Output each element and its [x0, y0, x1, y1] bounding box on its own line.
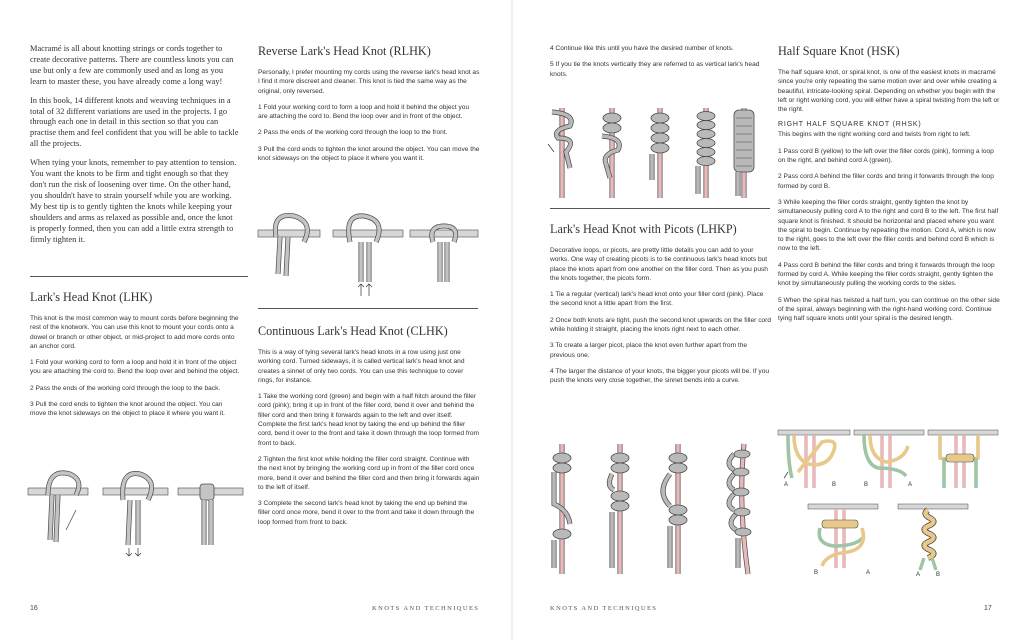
rlhk-step-3-figure [410, 226, 478, 282]
rlhk-section [258, 44, 480, 214]
lhk-heading: Lark's Head Knot (LHK) [30, 290, 153, 304]
intro-paragraph: Macramé is all about knotting strings or cords together to create decorative patterns. There are countless knots you can use but only a few are commonly used and as long as you learn to master these, you have already come a long way! [30, 44, 234, 86]
hsk-step-4-figure [808, 504, 878, 576]
rlhk-illustration [258, 212, 478, 302]
rlhk-step-1: 1 Fold your working cord to form a loop and hold it behind the object you are attaching the cord to. Bend the loop over and in front of the object. [258, 103, 470, 121]
lhkp-step-2: 2 Once both knots are tight, push the second knot upwards on the filler cord while holding it straight, placing the knots right next to each other. [550, 316, 772, 334]
lhk-step-1: 1 Fold your working cord to form a loop and hold it in front of the object you are attaching the cord to. Bend the loop over and behind the object. [30, 359, 240, 376]
rlhk-step-1-figure [258, 215, 320, 276]
rlhk-step-2: 2 Pass the ends of the working cord through the loop to the front. [258, 129, 448, 137]
rlhk-paragraph: Personally, I prefer mounting my cords using the reverse lark's head knot as I find it more discreet and cleaner. This knot is tied the same way as the original, only reversed. [258, 69, 480, 95]
clhk-step-4-figure [697, 108, 715, 198]
lhkp-paragraph: Decorative loops, or picots, are pretty little details you can add to your works. One way of creating picots is to tie continuous lark's head knots but place the knots apart from one another on the filler cord. Then as you push the knots together, the picots form. [550, 247, 768, 282]
lhkp-step-4-figure [729, 444, 751, 574]
page-number-right: 17 [984, 605, 992, 612]
lhk-step-1-figure [28, 473, 88, 542]
clhk-step-4: 4 Continue like this until you have the desired number of knots. [550, 45, 734, 52]
hsk-label-b: B [864, 482, 869, 488]
hsk-step-5: 5 When the spiral has twisted a half turn, you can continue on the other side of the spiral, always beginning with the right-hand working cord. Continue tying half square knots until your spiral is the desired length. [778, 296, 1000, 323]
running-head-left: KNOTS AND TECHNIQUES [372, 605, 480, 612]
right-page [512, 0, 1024, 640]
hsk-section [778, 44, 1000, 424]
lhk-section [30, 290, 240, 470]
section-rule [30, 276, 248, 277]
intro-column [30, 44, 240, 266]
clhk-step-1-figure [548, 108, 571, 198]
hsk-label-a: B [814, 570, 819, 576]
hsk-label-a: A [916, 572, 921, 578]
clhk-section [258, 324, 480, 594]
intro-paragraph: In this book, 14 different knots and weaving techniques in a total of 32 different variations are used in the projects. I go through each one in detail in this section so that you can practise them and feel confident that you will be able to tackle all the projects. [30, 95, 239, 149]
lhk-step-2-figure [103, 474, 168, 556]
clhk-step-3-figure [651, 108, 669, 198]
hsk-step-3-figure [928, 430, 998, 488]
clhk-continued [550, 44, 760, 102]
hsk-heading: Half Square Knot (HSK) [778, 44, 900, 58]
hsk-step-1-figure [778, 430, 850, 488]
lhkp-illustration [548, 444, 762, 576]
lhkp-step-1-figure [553, 444, 571, 574]
intro-paragraph: When tying your knots, remember to pay attention to tension. You want the knots to be firm and tight enough so that they don't run the risk of loosening over time. On the other hand, you shouldn't have to strain yourself while you are working. My best tip is to gently tighten the knots while keeping your shoulders and arms as relaxed as possible and, once the knot is properly formed, then you can add a little extra strength to firmly tighten it. [30, 158, 237, 244]
lhkp-section [550, 222, 772, 444]
lhkp-step-4: 4 The larger the distance of your knots, the bigger your picots will be. If you push the knots very close together, the sinnet bends into a curve. [550, 367, 770, 385]
hsk-step-5-figure [898, 504, 968, 578]
lhk-paragraph: This knot is the most common way to mount cords before beginning the rest of the knotwork. You can use this knot to mount your cords onto a dowel or branch or other object, or mid-project to add more cords onto an anchor cord. [30, 315, 239, 350]
lhk-step-3-figure [178, 484, 243, 545]
page-number-left: 16 [30, 605, 38, 612]
rlhk-heading: Reverse Lark's Head Knot (RLHK) [258, 44, 431, 58]
hsk-step-2: 2 Pass cord A behind the filler cords and bring it forwards through the loop formed by cord B. [778, 173, 994, 190]
running-head-right: KNOTS AND TECHNIQUES [550, 605, 658, 612]
clhk-heading: Continuous Lark's Head Knot (CLHK) [258, 324, 448, 338]
clhk-paragraph: This is a way of tying several lark's head knots in a row using just one working cord. Turned sideways, it is called vertical lark's head knot and creates a sinnet of only two cords. You can use this technique to cover rings, for instance. [258, 349, 465, 384]
hsk-illustration [778, 428, 998, 578]
hsk-step-1: 1 Pass cord B (yellow) to the left over the filler cords (pink), forming a loop on the right, and behind cord A (green). [778, 147, 994, 165]
rlhk-step-3: 3 Pull the cord ends to tighten the knot around the object. You can move the knot sideways on the object to place it where you want it. [258, 145, 480, 163]
section-rule [258, 308, 478, 309]
lhk-step-2: 2 Pass the ends of the working cord through the loop to the back. [30, 384, 221, 392]
hsk-label-a: A [908, 482, 913, 488]
hsk-intro: The half square knot, or spiral knot, is one of the easiest knots in macramé since you're only repeating the same motion over and over while creating a beautiful, intricate-looking spiral. Depending on whether you begin with the left or right working cord, you will either have a spiral twisting from the left or the right. [778, 69, 1000, 114]
clhk-step-3: 3 Complete the second lark's head knot by taking the end up behind the filler cord once more, bend it over to the front and take it down through the loop formed from front to back. [258, 500, 475, 526]
hsk-label-a: A [784, 482, 789, 488]
clhk-step-1: 1 Take the working cord (green) and begin with a half hitch around the filler cord (pink); bring it up in front of the filler cord, bend it over and behind the filler cord and then bring it forwards again to the left and over itself. Complete the first lark's head knot by taking the end up behind the filler cord, bend it over to the front and take it down through the loop formed from front to back. [258, 393, 480, 447]
lhkp-step-3-figure [663, 444, 687, 574]
lhkp-step-1: 1 Tie a regular (vertical) lark's head knot onto your filler cord (pink). Place the second knot a little apart from the first. [550, 291, 764, 308]
lhkp-heading: Lark's Head Knot with Picots (LHKP) [550, 222, 737, 236]
hsk-step-3: 3 While keeping the filler cords straight, gently tighten the knot by simultaneously pulling cord A to the right and cord B to the left. The first half square knot is finished. It should be horizontal and placed where you want the spiral to begin. Continue by repeating the motion. Cord A, which is now to the right, goes to the left over the filler cords and behind cord B which is now to the left. [778, 198, 999, 253]
rhsk-description: This begins with the right working cord and twists from right to left. [778, 131, 971, 139]
lhk-illustration [28, 470, 243, 560]
clhk-step-5-figure [734, 108, 754, 198]
lhkp-step-3: 3 To create a larger picot, place the knot even further apart from the previous one. [550, 342, 748, 359]
hsk-label-b: B [936, 572, 941, 578]
section-rule [550, 208, 770, 209]
clhk-step-5: 5 If you tie the knots vertically they are referred to as vertical lark's head knots. [550, 61, 760, 78]
hsk-step-2-figure [854, 430, 924, 488]
clhk-illustration [548, 108, 762, 200]
hsk-label-b: B [832, 482, 837, 488]
hsk-step-4: 4 Pass cord B behind the filler cords and bring it forwards through the loop formed by cord A. While keeping the filler cords straight, gently tighten the knot by simultaneously pulling the working cords to the sides. [778, 261, 995, 288]
rlhk-step-2-figure [333, 216, 403, 296]
clhk-step-2-figure [602, 108, 621, 198]
lhk-step-3: 3 Pull the cord ends to tighten the knot around the object. You can move the knot sideways on the object to place it where you want it. [30, 401, 225, 418]
hsk-label-b: A [866, 570, 871, 576]
clhk-step-2: 2 Tighten the first knot while holding the filler cord straight. Continue with the next knot by bringing the working cord up in front of the filler cord once more, bend it over and behind the filler cord and then bring it forwards again to the left of itself. [258, 455, 480, 491]
lhkp-step-2-figure [609, 444, 629, 574]
rhsk-subhead: RIGHT HALF SQUARE KNOT (RHSK) [778, 121, 922, 129]
